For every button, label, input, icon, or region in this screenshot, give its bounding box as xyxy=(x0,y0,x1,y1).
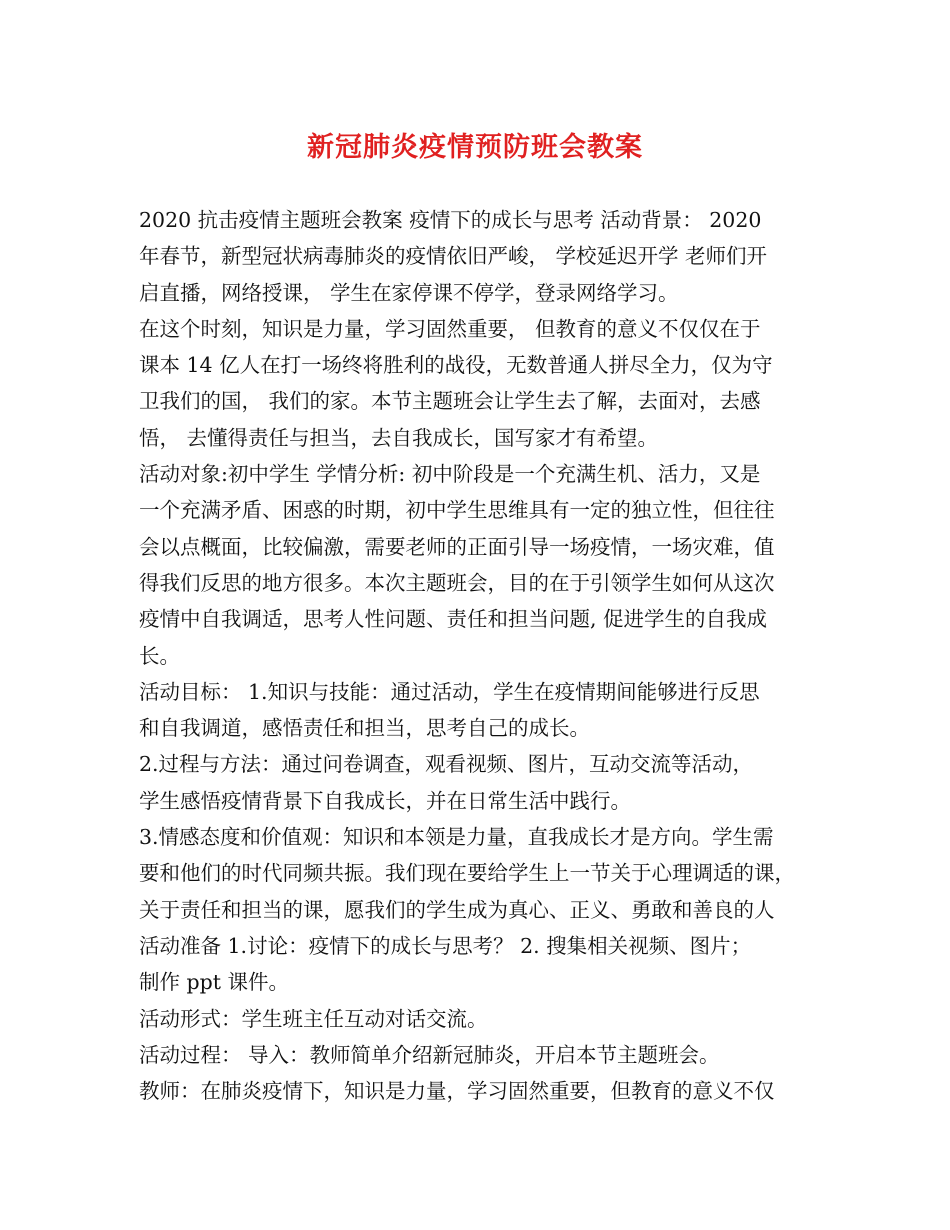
body-line: 活动准备 1.讨论：疫情下的成长与思考？ 2. 搜集相关视频、图片； xyxy=(139,933,752,958)
body-line: 悟， 去懂得责任与担当，去自我成长，国写家才有希望。 xyxy=(139,425,659,450)
body-line: 活动目标： 1.知识与技能：通过活动，学生在疫情期间能够进行反思 xyxy=(139,679,760,704)
body-line: 活动形式：学生班主任互动对话交流。 xyxy=(139,1006,488,1031)
body-line: 关于责任和担当的课，愿我们的学生成为真心、正义、勇敢和善良的人 xyxy=(139,897,775,922)
body-line: 和自我调道，感悟责任和担当，思考自己的成长。 xyxy=(139,716,590,741)
body-line: 年春节，新型冠状病毒肺炎的疫情依旧严峻， 学校延迟开学 老师们开 xyxy=(139,244,768,269)
body-line: 制作 ppt 课件。 xyxy=(139,970,290,995)
body-line: 活动过程： 导入：教师简单介绍新冠肺炎，开启本节主题班会。 xyxy=(139,1042,720,1067)
document-title: 新冠肺炎疫情预防班会教案 xyxy=(307,132,643,163)
body-line: 卫我们的国， 我们的家。本节主题班会让学生去了解，去面对，去感 xyxy=(139,389,761,414)
body-line: 会以点概面，比较偏激，需要老师的正面引导一场疫情，一场灾难，值 xyxy=(139,534,775,559)
body-line: 学生感悟疫情背景下自我成长，并在日常生活中践行。 xyxy=(139,788,631,813)
body-line: 得我们反思的地方很多。本次主题班会，目的在于引领学生如何从这次 xyxy=(139,570,775,595)
body-line: 2020 抗击疫情主题班会教案 疫情下的成长与思考 活动背景： 2020 xyxy=(139,208,762,232)
body-line: 疫情中自我调适，思考人性问题、责任和担当问题, 促进学生的自我成 xyxy=(139,607,768,632)
document-body xyxy=(139,202,819,1109)
body-line: 活动对象:初中学生 学情分析: 初中阶段是一个充满生机、活力，又是 xyxy=(139,462,761,487)
body-line: 要和他们的时代同频共振。我们现在要给学生上一节关于心理调适的课， xyxy=(139,861,795,886)
body-line: 3.情感态度和价值观：知识和本领是力量，直我成长才是方向。学生需 xyxy=(139,825,774,850)
body-line: 在这个时刻，知识是力量，学习固然重要， 但教育的意义不仅仅在于 xyxy=(139,316,761,341)
body-line: 启直播，网络授课， 学生在家停课不停学，登录网络学习。 xyxy=(139,280,679,305)
body-line: 课本 14 亿人在打一场终将胜利的战役，无数普通人拼尽全力，仅为守 xyxy=(139,353,773,378)
body-line: 长。 xyxy=(139,643,180,668)
body-line: 教师：在肺炎疫情下，知识是力量，学习固然重要，但教育的意义不仅 xyxy=(139,1079,775,1104)
body-line: 2.过程与方法：通过问卷调查，观看视频、图片，互动交流等活动， xyxy=(139,752,754,777)
body-line: 一个充满矛盾、困惑的时期，初中学生思维具有一定的独立性，但往往 xyxy=(139,498,775,523)
